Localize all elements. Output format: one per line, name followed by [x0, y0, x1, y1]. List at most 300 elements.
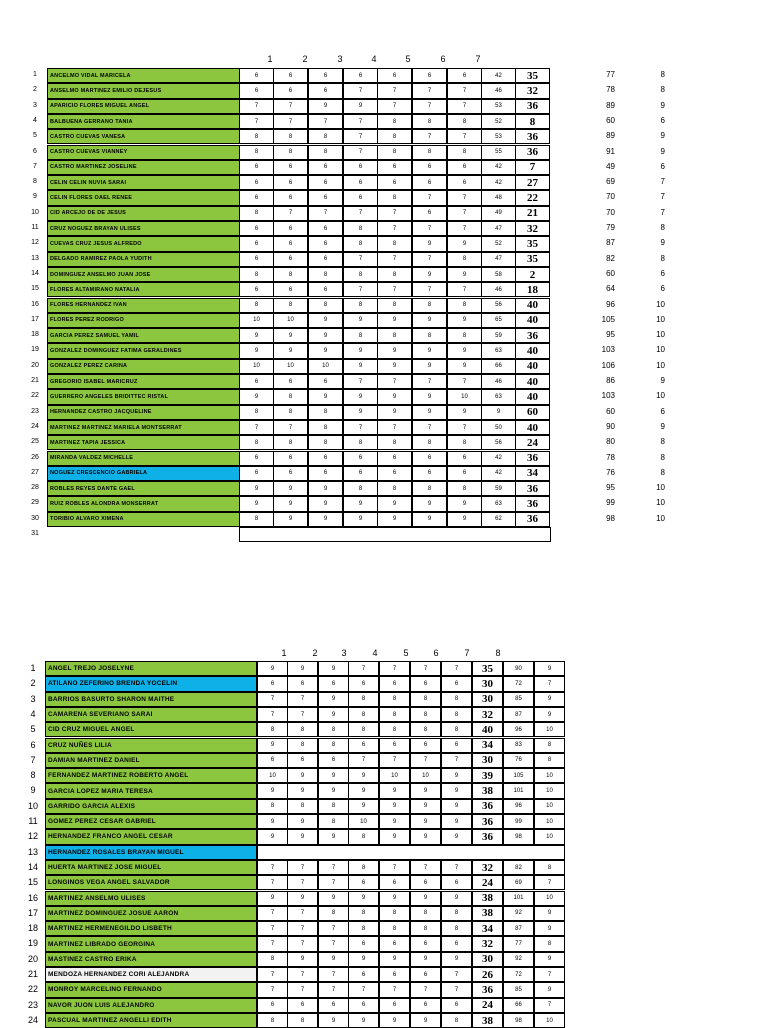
total-cell[interactable]: 72	[503, 967, 534, 982]
grade-cell[interactable]: 6	[287, 998, 318, 1013]
sum-cell[interactable]: 42	[481, 68, 516, 83]
grade-cell[interactable]: 9	[257, 814, 288, 829]
grade-cell[interactable]: 9	[348, 799, 379, 814]
score-cell[interactable]: 34	[472, 738, 503, 753]
grade-cell[interactable]: 8	[377, 114, 412, 129]
grade-cell[interactable]: 8	[447, 252, 482, 267]
grade-cell[interactable]: 6	[273, 83, 308, 98]
grade-cell[interactable]: 7	[377, 282, 412, 297]
grade-cell[interactable]: 9	[343, 496, 378, 511]
grade-cell[interactable]: 9	[441, 814, 472, 829]
grade-cell[interactable]: 7	[441, 860, 472, 875]
grade-cell[interactable]: 8	[412, 481, 447, 496]
grade-cell[interactable]: 7	[239, 420, 274, 435]
sum-cell[interactable]: 42	[481, 175, 516, 190]
student-name[interactable]: CRUZ NOGUEZ BRAYAN ULISES	[47, 221, 240, 236]
grade-cell[interactable]: 6	[308, 252, 343, 267]
grade-cell[interactable]: 9	[412, 267, 447, 282]
score-cell[interactable]: 34	[515, 466, 550, 481]
student-name[interactable]: MASTINEZ CASTRO ERIKA	[45, 952, 257, 967]
empty-grade-row[interactable]	[257, 845, 565, 860]
student-name[interactable]: APARICIO FLORES MIGUEL ANGEL	[47, 99, 240, 114]
grade-cell[interactable]: 7	[412, 221, 447, 236]
grade-cell[interactable]: 9	[273, 343, 308, 358]
grade-cell[interactable]: 8	[441, 921, 472, 936]
grade-cell[interactable]: 9	[348, 1013, 379, 1028]
grade-cell[interactable]: 8	[447, 298, 482, 313]
grade-cell[interactable]: 8	[348, 860, 379, 875]
grade-cell[interactable]: 8	[441, 692, 472, 707]
grade-cell[interactable]: 7	[412, 99, 447, 114]
final-grade-cell[interactable]: 10	[534, 768, 565, 783]
grade-cell[interactable]: 7	[377, 221, 412, 236]
sum-cell[interactable]: 52	[481, 114, 516, 129]
grade-cell[interactable]: 7	[239, 114, 274, 129]
student-name[interactable]: TORIBIO ALVARO XIMENA	[47, 512, 240, 527]
grade-cell[interactable]: 9	[308, 496, 343, 511]
grade-cell[interactable]: 9	[348, 952, 379, 967]
score-cell[interactable]: 35	[515, 252, 550, 267]
grade-cell[interactable]: 6	[239, 252, 274, 267]
score-cell[interactable]: 18	[515, 282, 550, 297]
score-cell[interactable]: 36	[472, 982, 503, 997]
grade-cell[interactable]: 8	[412, 328, 447, 343]
student-name[interactable]: CASTRO MARTINEZ JOSELINE	[47, 160, 240, 175]
score-cell[interactable]: 40	[472, 722, 503, 737]
sum-cell[interactable]: 62	[481, 512, 516, 527]
grade-cell[interactable]: 7	[447, 420, 482, 435]
grade-cell[interactable]: 9	[318, 829, 349, 844]
final-grade-cell[interactable]: 9	[534, 707, 565, 722]
grade-cell[interactable]: 6	[273, 175, 308, 190]
grade-cell[interactable]: 6	[308, 83, 343, 98]
grade-cell[interactable]: 8	[273, 145, 308, 160]
score-cell[interactable]: 35	[515, 68, 550, 83]
student-name[interactable]: GONZALEZ PEREZ CARINA	[47, 359, 240, 374]
score-cell[interactable]: 22	[515, 190, 550, 205]
grade-cell[interactable]: 7	[377, 83, 412, 98]
student-name[interactable]: MARTINEZ DOMINGUEZ JOSUE AARON	[45, 906, 257, 921]
grade-cell[interactable]: 8	[308, 145, 343, 160]
grade-cell[interactable]: 9	[447, 267, 482, 282]
grade-cell[interactable]: 8	[447, 481, 482, 496]
grade-cell[interactable]: 7	[343, 83, 378, 98]
grade-cell[interactable]: 6	[412, 206, 447, 221]
total-cell[interactable]: 105	[503, 768, 534, 783]
grade-cell[interactable]: 6	[412, 160, 447, 175]
grade-cell[interactable]: 7	[318, 982, 349, 997]
student-name[interactable]: FLORES ALTAMIRANO NATALIA	[47, 282, 240, 297]
grade-cell[interactable]: 7	[343, 206, 378, 221]
score-cell[interactable]: 21	[515, 206, 550, 221]
score-cell[interactable]: 24	[472, 875, 503, 890]
total-cell[interactable]: 87	[503, 921, 534, 936]
student-name[interactable]: ANGEL TREJO JOSELYNE	[45, 661, 257, 676]
grade-cell[interactable]: 10	[410, 768, 441, 783]
student-name[interactable]: HERNANDEZ CASTRO JACQUELINE	[47, 405, 240, 420]
score-cell[interactable]: 7	[515, 160, 550, 175]
grade-cell[interactable]: 9	[379, 952, 410, 967]
grade-cell[interactable]: 6	[410, 676, 441, 691]
student-name[interactable]: GARRIDO GARCIA ALEXIS	[45, 799, 257, 814]
sum-cell[interactable]: 46	[481, 83, 516, 98]
grade-cell[interactable]: 6	[273, 466, 308, 481]
score-cell[interactable]: 36	[515, 145, 550, 160]
grade-cell[interactable]: 8	[239, 512, 274, 527]
grade-cell[interactable]: 7	[318, 875, 349, 890]
grade-cell[interactable]: 9	[343, 343, 378, 358]
empty-name-cell[interactable]	[239, 527, 551, 542]
student-name[interactable]: BARRIOS BASURTO SHARON MAITHE	[45, 692, 257, 707]
grade-cell[interactable]: 8	[343, 481, 378, 496]
grade-cell[interactable]: 7	[412, 83, 447, 98]
grade-cell[interactable]: 8	[410, 921, 441, 936]
grade-cell[interactable]: 7	[287, 967, 318, 982]
grade-cell[interactable]: 8	[239, 145, 274, 160]
grade-cell[interactable]: 9	[343, 512, 378, 527]
student-name[interactable]: GUERRERO ANGELES BRIDITTEC RISTAL	[47, 389, 240, 404]
grade-cell[interactable]: 7	[410, 982, 441, 997]
grade-cell[interactable]: 6	[308, 160, 343, 175]
grade-cell[interactable]: 7	[447, 206, 482, 221]
grade-cell[interactable]: 6	[343, 68, 378, 83]
grade-cell[interactable]: 8	[410, 707, 441, 722]
grade-cell[interactable]: 8	[343, 221, 378, 236]
grade-cell[interactable]: 6	[318, 676, 349, 691]
total-cell[interactable]: 90	[503, 661, 534, 676]
final-grade-cell[interactable]: 10	[534, 799, 565, 814]
student-name[interactable]: MARTINEZ MARTINEZ MARIELA MONTSERRAT	[47, 420, 240, 435]
sum-cell[interactable]: 42	[481, 451, 516, 466]
final-grade-cell[interactable]: 9	[534, 906, 565, 921]
grade-cell[interactable]: 7	[318, 860, 349, 875]
grade-cell[interactable]: 10	[239, 359, 274, 374]
grade-cell[interactable]: 6	[348, 738, 379, 753]
grade-cell[interactable]: 8	[257, 1013, 288, 1028]
grade-cell[interactable]: 9	[441, 783, 472, 798]
grade-cell[interactable]: 10	[239, 313, 274, 328]
grade-cell[interactable]: 9	[441, 768, 472, 783]
score-cell[interactable]: 36	[472, 829, 503, 844]
grade-cell[interactable]: 6	[343, 160, 378, 175]
grade-cell[interactable]: 9	[318, 692, 349, 707]
grade-cell[interactable]: 8	[239, 435, 274, 450]
score-cell[interactable]: 32	[515, 83, 550, 98]
grade-cell[interactable]: 6	[441, 936, 472, 951]
grade-cell[interactable]: 9	[343, 405, 378, 420]
final-grade-cell[interactable]: 9	[534, 952, 565, 967]
grade-cell[interactable]: 8	[447, 328, 482, 343]
grade-cell[interactable]: 8	[318, 722, 349, 737]
grade-cell[interactable]: 9	[308, 328, 343, 343]
student-name[interactable]: GREGORIO ISABEL MARICRUZ	[47, 374, 240, 389]
grade-cell[interactable]: 7	[377, 252, 412, 267]
final-grade-cell[interactable]: 10	[534, 783, 565, 798]
score-cell[interactable]: 39	[472, 768, 503, 783]
grade-cell[interactable]: 10	[379, 768, 410, 783]
grade-cell[interactable]: 6	[412, 451, 447, 466]
grade-cell[interactable]: 6	[377, 160, 412, 175]
student-name[interactable]: CAMARENA SEVERIANO SARAI	[45, 707, 257, 722]
sum-cell[interactable]: 53	[481, 129, 516, 144]
grade-cell[interactable]: 6	[273, 221, 308, 236]
grade-cell[interactable]: 9	[343, 313, 378, 328]
score-cell[interactable]: 40	[515, 374, 550, 389]
grade-cell[interactable]: 9	[379, 1013, 410, 1028]
grade-cell[interactable]: 6	[239, 236, 274, 251]
score-cell[interactable]: 40	[515, 389, 550, 404]
final-grade-cell[interactable]: 10	[534, 891, 565, 906]
grade-cell[interactable]: 7	[257, 936, 288, 951]
grade-cell[interactable]: 8	[273, 435, 308, 450]
grade-cell[interactable]: 8	[379, 921, 410, 936]
grade-cell[interactable]: 6	[441, 676, 472, 691]
grade-cell[interactable]: 8	[441, 906, 472, 921]
grade-cell[interactable]: 7	[441, 753, 472, 768]
grade-cell[interactable]: 7	[412, 282, 447, 297]
grade-cell[interactable]: 8	[257, 952, 288, 967]
total-cell[interactable]: 83	[503, 738, 534, 753]
total-cell[interactable]: 85	[503, 692, 534, 707]
grade-cell[interactable]: 9	[377, 359, 412, 374]
grade-cell[interactable]: 6	[273, 282, 308, 297]
grade-cell[interactable]: 7	[441, 661, 472, 676]
sum-cell[interactable]: 52	[481, 236, 516, 251]
total-cell[interactable]: 66	[503, 998, 534, 1013]
student-name[interactable]: MENDOZA HERNANDEZ CORI ALEJANDRA	[45, 967, 257, 982]
grade-cell[interactable]: 6	[348, 676, 379, 691]
grade-cell[interactable]: 8	[343, 328, 378, 343]
score-cell[interactable]: 24	[515, 435, 550, 450]
grade-cell[interactable]: 8	[239, 267, 274, 282]
grade-cell[interactable]: 7	[287, 692, 318, 707]
grade-cell[interactable]: 8	[287, 1013, 318, 1028]
grade-cell[interactable]: 9	[377, 405, 412, 420]
score-cell[interactable]: 36	[515, 496, 550, 511]
grade-cell[interactable]: 9	[410, 829, 441, 844]
grade-cell[interactable]: 9	[308, 481, 343, 496]
score-cell[interactable]: 36	[515, 451, 550, 466]
grade-cell[interactable]: 7	[287, 906, 318, 921]
final-grade-cell[interactable]: 10	[534, 722, 565, 737]
grade-cell[interactable]: 8	[441, 1013, 472, 1028]
student-name[interactable]: MARTINEZ LIBRADO GEORGINA	[45, 936, 257, 951]
grade-cell[interactable]: 9	[412, 343, 447, 358]
grade-cell[interactable]: 9	[377, 343, 412, 358]
grade-cell[interactable]: 6	[239, 190, 274, 205]
grade-cell[interactable]: 7	[287, 707, 318, 722]
grade-cell[interactable]: 9	[348, 768, 379, 783]
grade-cell[interactable]: 9	[318, 891, 349, 906]
grade-cell[interactable]: 8	[441, 722, 472, 737]
grade-cell[interactable]: 6	[273, 190, 308, 205]
grade-cell[interactable]: 7	[273, 420, 308, 435]
grade-cell[interactable]: 6	[377, 451, 412, 466]
student-name[interactable]: CRUZ NUÑES LILIA	[45, 738, 257, 753]
grade-cell[interactable]: 6	[410, 875, 441, 890]
grade-cell[interactable]: 8	[273, 298, 308, 313]
total-cell[interactable]: 85	[503, 982, 534, 997]
grade-cell[interactable]: 8	[412, 298, 447, 313]
grade-cell[interactable]: 7	[379, 753, 410, 768]
grade-cell[interactable]: 6	[287, 753, 318, 768]
grade-cell[interactable]: 8	[379, 906, 410, 921]
grade-cell[interactable]: 8	[377, 328, 412, 343]
grade-cell[interactable]: 9	[441, 952, 472, 967]
grade-cell[interactable]: 9	[287, 952, 318, 967]
grade-cell[interactable]: 9	[379, 829, 410, 844]
grade-cell[interactable]: 8	[239, 129, 274, 144]
grade-cell[interactable]: 6	[308, 236, 343, 251]
grade-cell[interactable]: 8	[287, 799, 318, 814]
grade-cell[interactable]: 8	[447, 114, 482, 129]
grade-cell[interactable]: 8	[410, 906, 441, 921]
student-name[interactable]: NOGUEZ CRESCENCIO GABRIELA	[47, 466, 240, 481]
grade-cell[interactable]: 6	[410, 998, 441, 1013]
grade-cell[interactable]: 8	[379, 692, 410, 707]
grade-cell[interactable]: 6	[379, 875, 410, 890]
grade-cell[interactable]: 9	[257, 738, 288, 753]
grade-cell[interactable]: 6	[343, 175, 378, 190]
grade-cell[interactable]: 7	[412, 374, 447, 389]
grade-cell[interactable]: 7	[287, 921, 318, 936]
grade-cell[interactable]: 8	[377, 129, 412, 144]
score-cell[interactable]: 2	[515, 267, 550, 282]
grade-cell[interactable]: 9	[447, 343, 482, 358]
grade-cell[interactable]: 8	[287, 738, 318, 753]
sum-cell[interactable]: 63	[481, 343, 516, 358]
grade-cell[interactable]: 7	[447, 190, 482, 205]
grade-cell[interactable]: 8	[377, 236, 412, 251]
grade-cell[interactable]: 8	[379, 707, 410, 722]
grade-cell[interactable]: 9	[412, 359, 447, 374]
grade-cell[interactable]: 7	[447, 282, 482, 297]
grade-cell[interactable]: 8	[348, 829, 379, 844]
grade-cell[interactable]: 8	[273, 405, 308, 420]
score-cell[interactable]: 36	[472, 814, 503, 829]
final-grade-cell[interactable]: 8	[534, 738, 565, 753]
grade-cell[interactable]: 6	[239, 68, 274, 83]
grade-cell[interactable]: 7	[412, 420, 447, 435]
grade-cell[interactable]: 9	[379, 799, 410, 814]
grade-cell[interactable]: 7	[377, 206, 412, 221]
grade-cell[interactable]: 8	[343, 236, 378, 251]
grade-cell[interactable]: 7	[379, 982, 410, 997]
grade-cell[interactable]: 8	[348, 722, 379, 737]
score-cell[interactable]: 35	[472, 661, 503, 676]
final-grade-cell[interactable]: 9	[534, 661, 565, 676]
grade-cell[interactable]: 6	[308, 190, 343, 205]
grade-cell[interactable]: 7	[348, 753, 379, 768]
grade-cell[interactable]: 6	[239, 282, 274, 297]
grade-cell[interactable]: 9	[412, 313, 447, 328]
student-name[interactable]: FLORES HERNANDEZ IVAN	[47, 298, 240, 313]
grade-cell[interactable]: 6	[379, 998, 410, 1013]
grade-cell[interactable]: 9	[287, 661, 318, 676]
sum-cell[interactable]: 55	[481, 145, 516, 160]
sum-cell[interactable]: 53	[481, 99, 516, 114]
grade-cell[interactable]: 8	[239, 405, 274, 420]
sum-cell[interactable]: 46	[481, 374, 516, 389]
grade-cell[interactable]: 7	[447, 99, 482, 114]
grade-cell[interactable]: 6	[318, 753, 349, 768]
total-cell[interactable]: 99	[503, 814, 534, 829]
grade-cell[interactable]: 9	[308, 512, 343, 527]
grade-cell[interactable]: 9	[410, 814, 441, 829]
student-name[interactable]: HERNANDEZ ROSALES BRAYAN MIGUEL	[45, 845, 257, 860]
grade-cell[interactable]: 7	[308, 114, 343, 129]
grade-cell[interactable]: 7	[441, 982, 472, 997]
grade-cell[interactable]: 6	[379, 967, 410, 982]
grade-cell[interactable]: 7	[343, 114, 378, 129]
score-cell[interactable]: 40	[515, 298, 550, 313]
grade-cell[interactable]: 6	[412, 68, 447, 83]
student-name[interactable]: ANCELMO VIDAL MARICELA	[47, 68, 240, 83]
grade-cell[interactable]: 9	[348, 891, 379, 906]
student-name[interactable]: MONROY MARCELINO FERNANDO	[45, 982, 257, 997]
grade-cell[interactable]: 6	[273, 374, 308, 389]
grade-cell[interactable]: 6	[379, 738, 410, 753]
grade-cell[interactable]: 9	[412, 512, 447, 527]
score-cell[interactable]: 40	[515, 313, 550, 328]
grade-cell[interactable]: 9	[410, 952, 441, 967]
grade-cell[interactable]: 6	[348, 936, 379, 951]
grade-cell[interactable]: 8	[308, 129, 343, 144]
student-name[interactable]: CELIN CELIN NUVIA SARAI	[47, 175, 240, 190]
grade-cell[interactable]: 6	[412, 175, 447, 190]
grade-cell[interactable]: 9	[239, 328, 274, 343]
grade-cell[interactable]: 7	[257, 921, 288, 936]
grade-cell[interactable]: 10	[348, 814, 379, 829]
student-name[interactable]: CID CRUZ MIGUEL ANGEL	[45, 722, 257, 737]
grade-cell[interactable]: 7	[447, 129, 482, 144]
student-name[interactable]: FLORES PEREZ RODRIGO	[47, 313, 240, 328]
sum-cell[interactable]: 49	[481, 206, 516, 221]
grade-cell[interactable]: 8	[348, 707, 379, 722]
student-name[interactable]: GARCIA PEREZ SAMUEL YAMIL	[47, 328, 240, 343]
grade-cell[interactable]: 8	[343, 298, 378, 313]
grade-cell[interactable]: 6	[257, 753, 288, 768]
grade-cell[interactable]: 6	[343, 451, 378, 466]
score-cell[interactable]: 30	[472, 753, 503, 768]
grade-cell[interactable]: 7	[447, 83, 482, 98]
student-name[interactable]: CID ARCEJO DE DE JESUS	[47, 206, 240, 221]
grade-cell[interactable]: 9	[377, 512, 412, 527]
sum-cell[interactable]: 42	[481, 466, 516, 481]
student-name[interactable]: MARTINEZ TAPIA JESSICA	[47, 435, 240, 450]
grade-cell[interactable]: 7	[412, 252, 447, 267]
final-grade-cell[interactable]: 9	[534, 982, 565, 997]
grade-cell[interactable]: 6	[377, 68, 412, 83]
grade-cell[interactable]: 8	[308, 298, 343, 313]
grade-cell[interactable]: 9	[239, 481, 274, 496]
grade-cell[interactable]: 9	[318, 707, 349, 722]
grade-cell[interactable]: 7	[410, 661, 441, 676]
grade-cell[interactable]: 7	[343, 282, 378, 297]
grade-cell[interactable]: 8	[343, 435, 378, 450]
grade-cell[interactable]: 7	[343, 252, 378, 267]
grade-cell[interactable]: 6	[308, 282, 343, 297]
grade-cell[interactable]: 9	[287, 783, 318, 798]
grade-cell[interactable]: 6	[308, 374, 343, 389]
final-grade-cell[interactable]: 7	[534, 875, 565, 890]
score-cell[interactable]: 38	[472, 783, 503, 798]
grade-cell[interactable]: 8	[377, 145, 412, 160]
score-cell[interactable]: 36	[515, 99, 550, 114]
score-cell[interactable]: 36	[515, 129, 550, 144]
grade-cell[interactable]: 9	[257, 829, 288, 844]
grade-cell[interactable]: 8	[410, 692, 441, 707]
